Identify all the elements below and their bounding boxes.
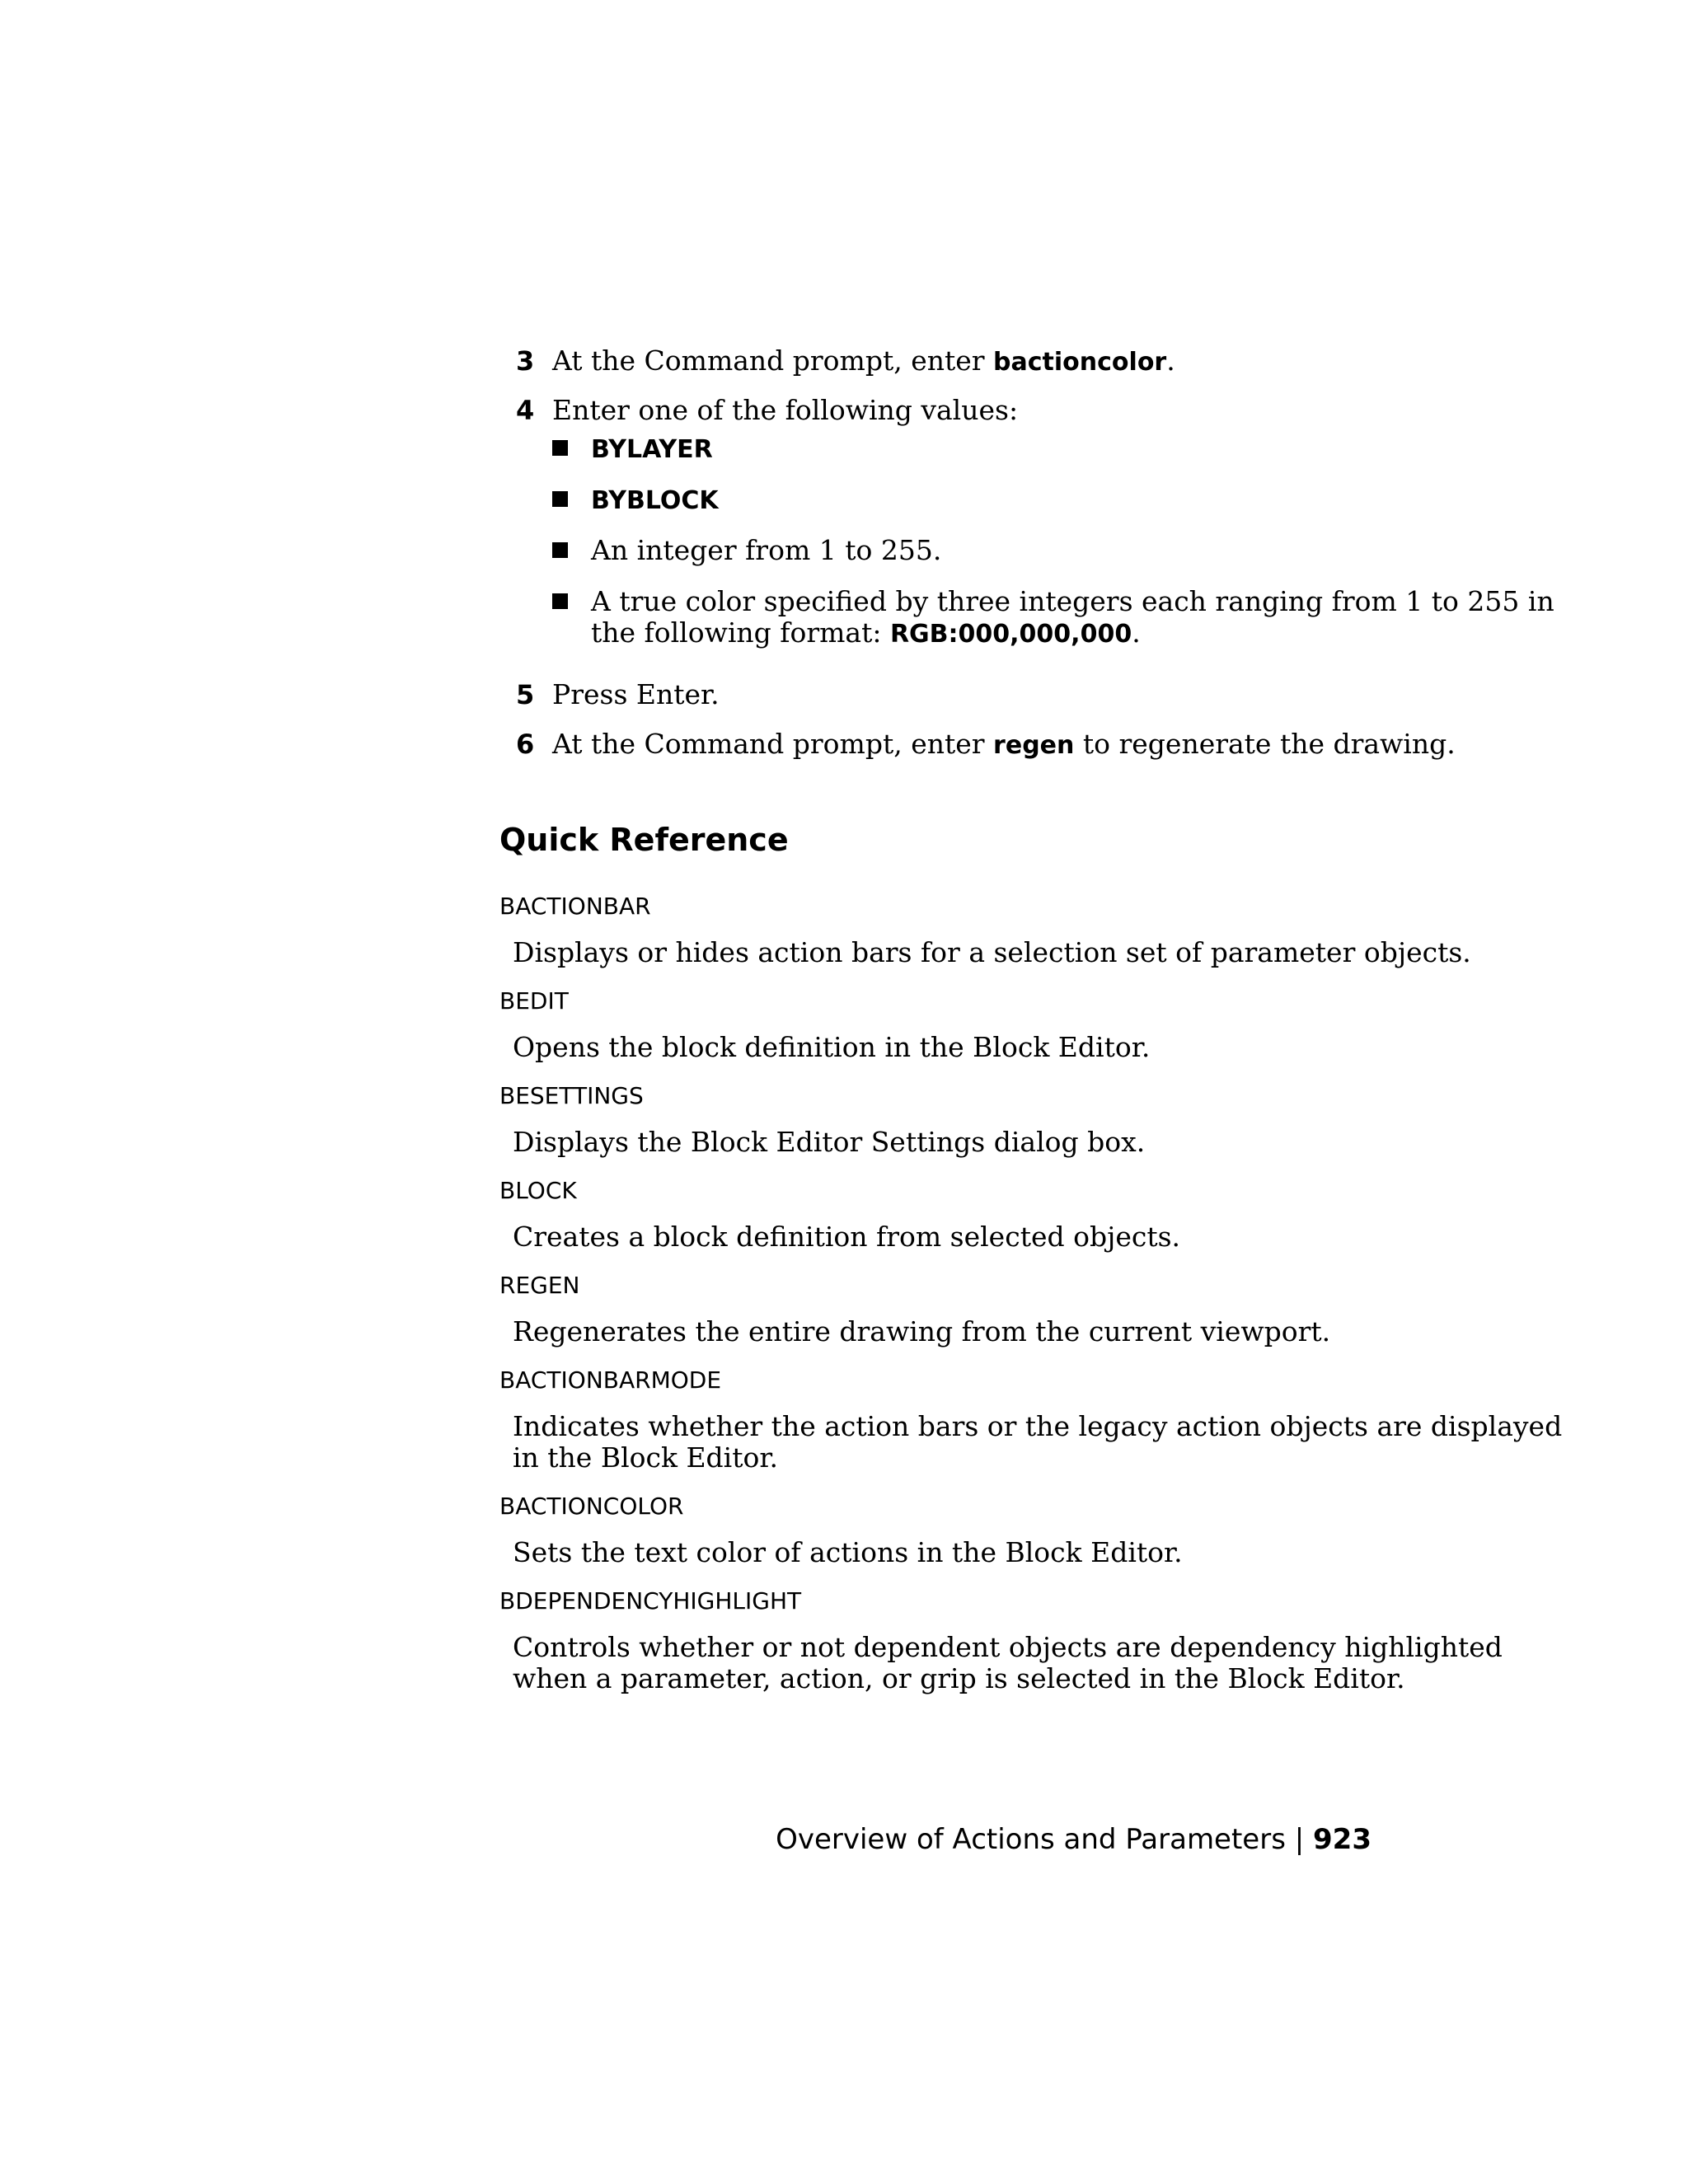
qr-term-bactioncolor[interactable]: BACTIONCOLOR: [499, 1493, 684, 1520]
qr-term-besettings[interactable]: BESETTINGS: [499, 1082, 644, 1109]
square-bullet-icon: [552, 593, 568, 609]
step-5-text: Press Enter.: [552, 678, 720, 710]
square-bullet-icon: [552, 440, 568, 456]
step-number: 6: [516, 729, 535, 760]
rgb-format: RGB:000,000,000: [889, 620, 1132, 649]
qr-desc-bactionbarmode-line2: in the Block Editor.: [513, 1441, 779, 1474]
footer-section-title: Overview of Actions and Parameters: [776, 1823, 1286, 1856]
qr-term-bactionbarmode[interactable]: BACTIONBARMODE: [499, 1366, 722, 1394]
qr-desc-regen: Regenerates the entire drawing from the current viewport.: [513, 1315, 1331, 1347]
step-4-text: Enter one of the following values:: [552, 394, 1019, 426]
qr-desc-besettings: Displays the Block Editor Settings dialog box.: [513, 1126, 1146, 1158]
value-bylayer: BYLAYER: [591, 435, 713, 464]
qr-desc-bedit: Opens the block definition in the Block Editor.: [513, 1031, 1151, 1063]
square-bullet-icon: [552, 491, 568, 507]
qr-desc-bactionbar: Displays or hides action bars for a selection set of parameter objects.: [513, 936, 1471, 968]
value-integer: An integer from 1 to 255.: [591, 534, 942, 566]
qr-desc-bdependencyhighlight-line2: when a parameter, action, or grip is selected in the Block Editor.: [513, 1662, 1405, 1694]
square-bullet-icon: [552, 542, 568, 558]
step-number: 5: [516, 679, 535, 710]
qr-term-bedit[interactable]: BEDIT: [499, 987, 569, 1015]
command-bactioncolor: bactioncolor: [993, 348, 1167, 377]
qr-desc-bdependencyhighlight-line1: Controls whether or not dependent objects are dependency highlighted: [513, 1631, 1503, 1663]
qr-desc-bactionbarmode-line1: Indicates whether the action bars or the legacy action objects are displayed: [513, 1410, 1563, 1442]
qr-term-bdependencyhighlight[interactable]: BDEPENDENCYHIGHLIGHT: [499, 1587, 802, 1615]
value-true-color-line1: A true color specified by three integers each ranging from 1 to 255 in: [591, 585, 1554, 617]
value-byblock: BYBLOCK: [591, 486, 719, 515]
qr-term-block[interactable]: BLOCK: [499, 1177, 577, 1204]
qr-term-bactionbar[interactable]: BACTIONBAR: [499, 893, 651, 920]
value-true-color-line2: the following format: RGB:000,000,000.: [591, 616, 1141, 649]
step-number: 4: [516, 395, 535, 426]
page-number: 923: [1313, 1823, 1372, 1856]
page-footer: [776, 1821, 1372, 1858]
qr-term-regen[interactable]: REGEN: [499, 1272, 580, 1299]
step-3-text: At the Command prompt, enter bactioncolor.: [552, 344, 1175, 377]
command-regen: regen: [993, 731, 1075, 760]
quick-reference-heading: Quick Reference: [499, 822, 789, 858]
step-6-text: At the Command prompt, enter regen to regenerate the drawing.: [552, 728, 1456, 760]
qr-desc-block: Creates a block definition from selected objects.: [513, 1221, 1181, 1253]
footer-separator: |: [1294, 1823, 1305, 1856]
step-number: 3: [516, 345, 535, 377]
qr-desc-bactioncolor: Sets the text color of actions in the Block Editor.: [513, 1536, 1183, 1568]
